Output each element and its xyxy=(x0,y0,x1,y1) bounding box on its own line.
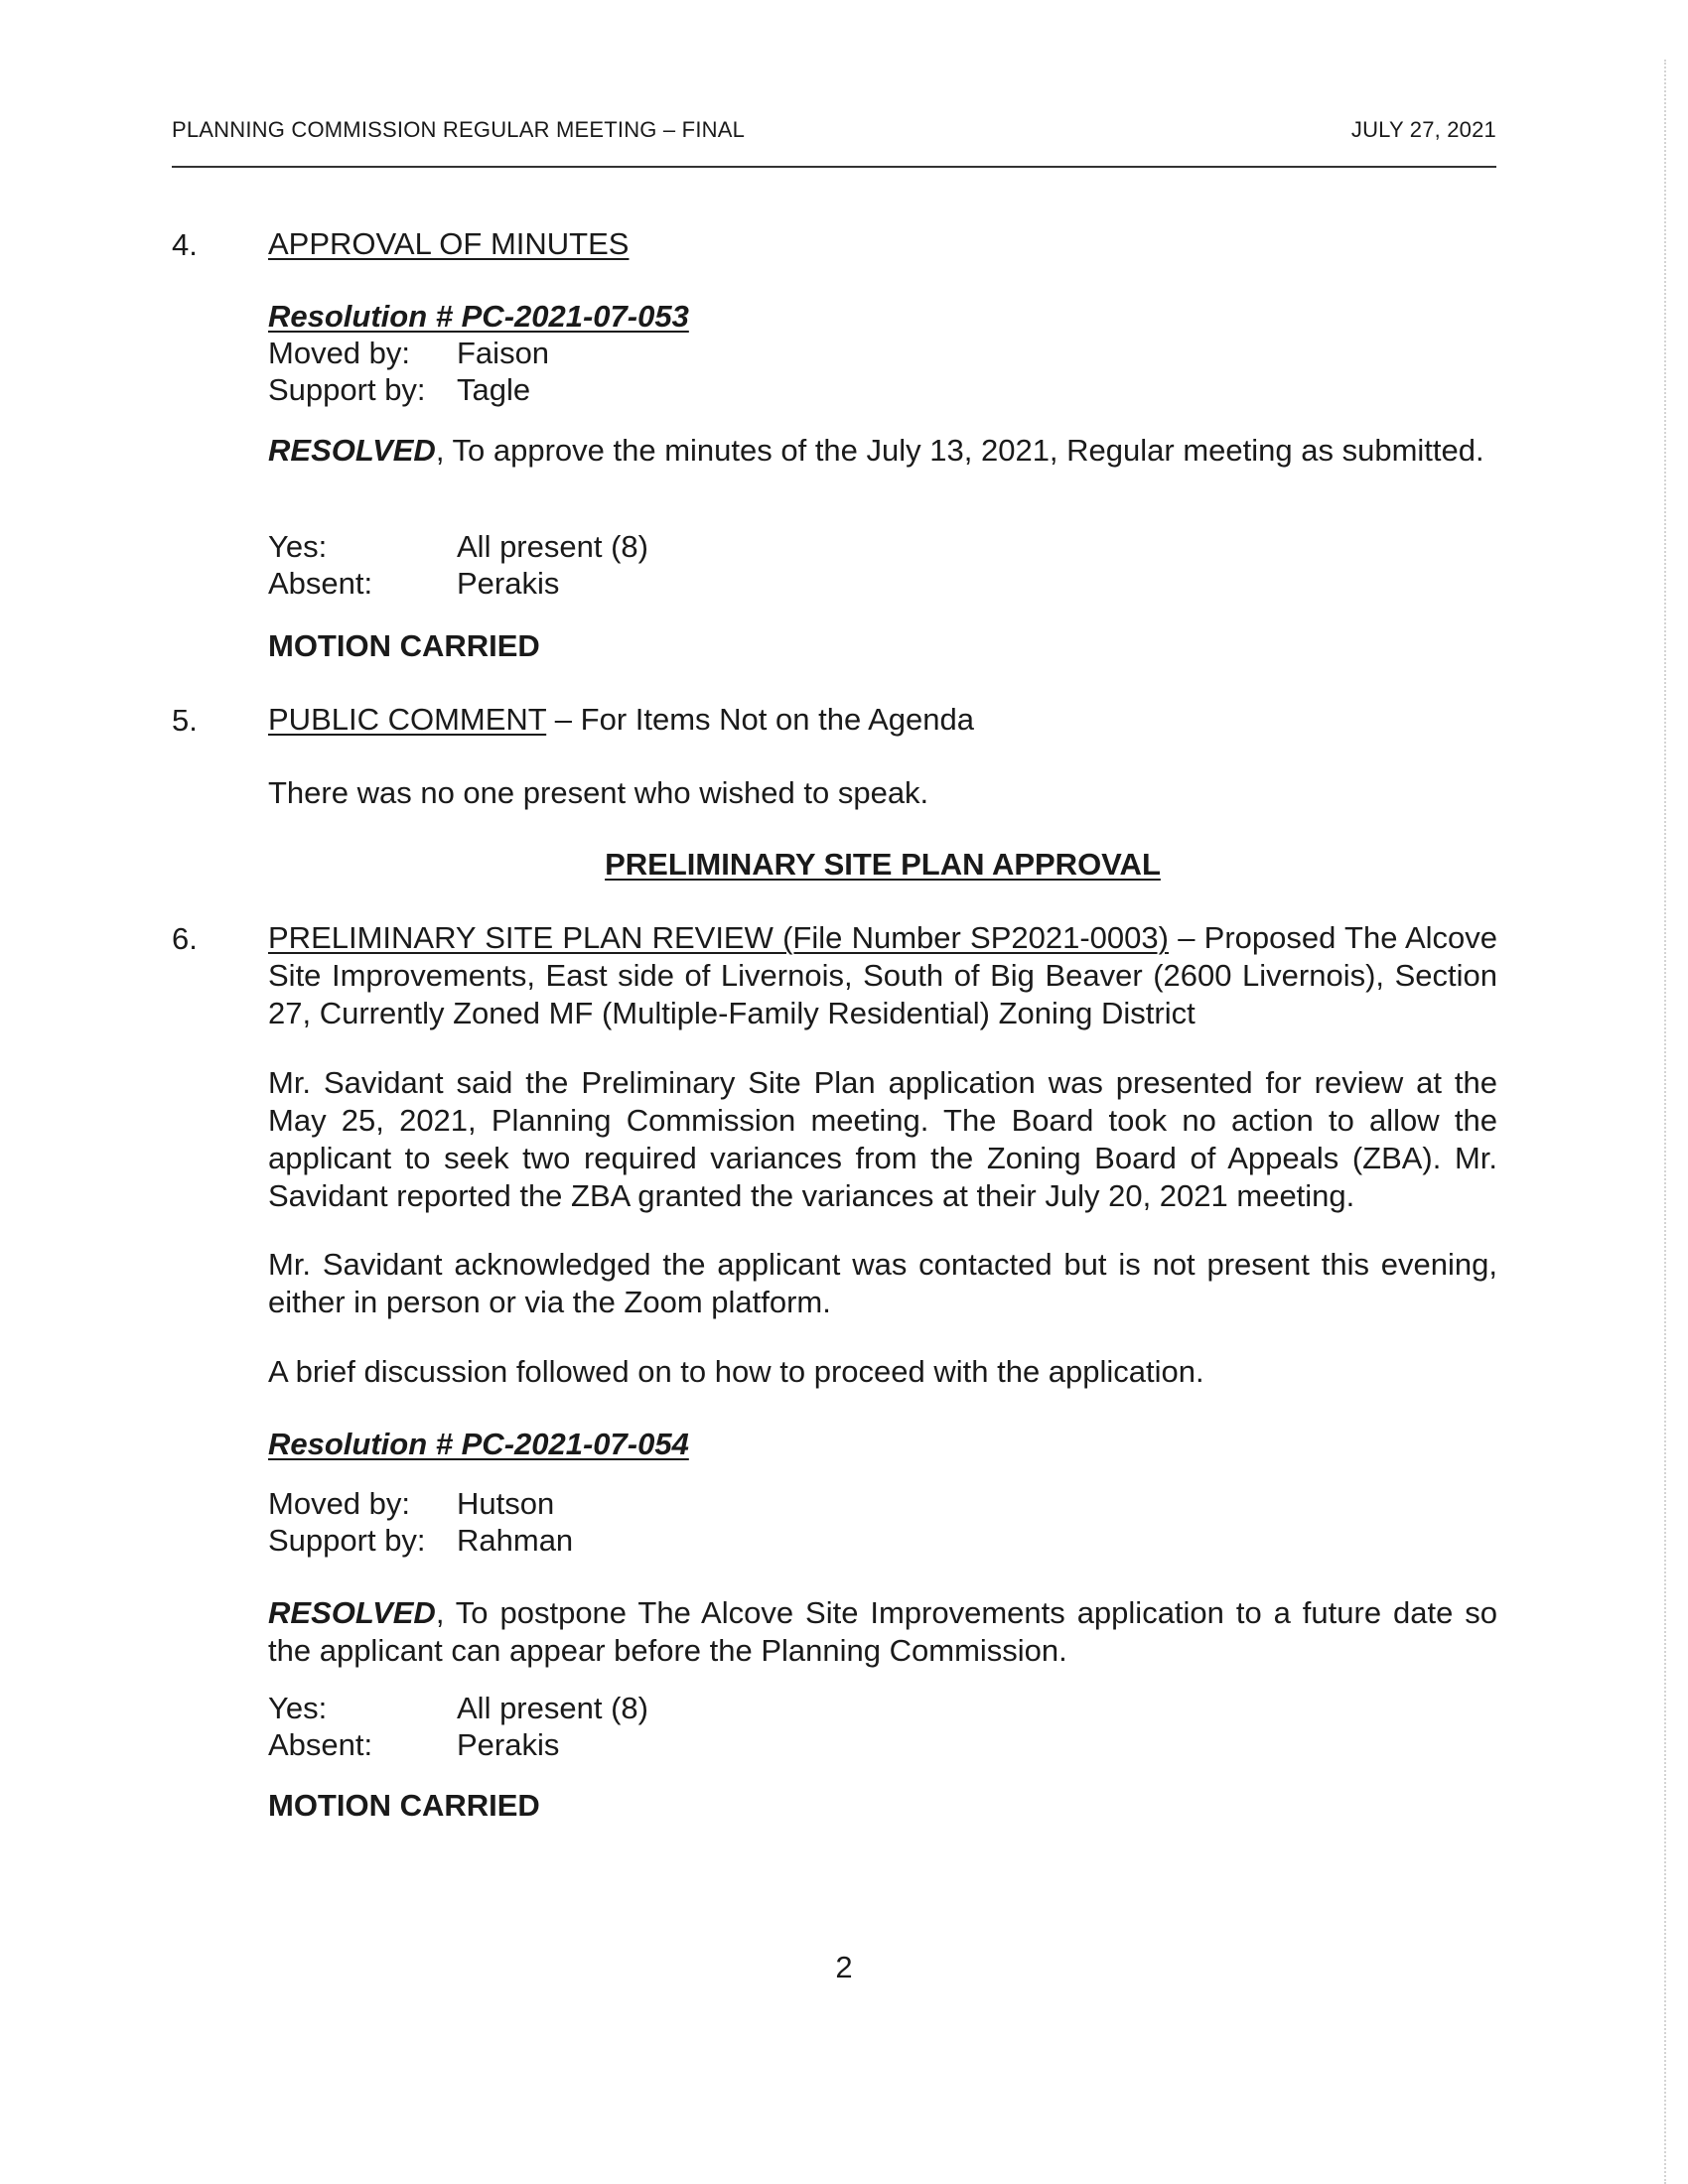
item-6-number: 6. xyxy=(172,921,198,956)
moved-by-label: Moved by: xyxy=(268,336,411,370)
item-4-outcome: MOTION CARRIED xyxy=(268,628,540,663)
yes-value: All present (8) xyxy=(457,1691,648,1725)
item-5-heading xyxy=(268,701,1497,739)
support-by-value: Tagle xyxy=(457,372,531,407)
item-4-moved-row xyxy=(268,335,1497,372)
item-4-yes-row xyxy=(268,528,1497,566)
item-6-absent-row xyxy=(268,1726,1497,1764)
item-6-outcome: MOTION CARRIED xyxy=(268,1788,540,1823)
item-6-resolution xyxy=(268,1426,1497,1463)
item-4-support-row xyxy=(268,371,1497,409)
support-by-value: Rahman xyxy=(457,1523,574,1558)
header-date: JULY 27, 2021 xyxy=(1350,117,1496,142)
item-6-resolution-number: Resolution # PC-2021-07-054 xyxy=(268,1427,689,1461)
yes-label: Yes: xyxy=(268,1691,328,1725)
section-title xyxy=(268,846,1497,884)
item-4-number: 4. xyxy=(172,227,198,262)
absent-value: Perakis xyxy=(457,566,560,601)
item-6-resolved-paragraph xyxy=(268,1594,1497,1670)
item-4-resolution xyxy=(268,298,1497,336)
item-4-heading-text: APPROVAL OF MINUTES xyxy=(268,226,630,261)
support-by-label: Support by: xyxy=(268,1523,426,1558)
item-6-moved-row xyxy=(268,1485,1497,1523)
yes-value: All present (8) xyxy=(457,529,648,564)
item-5-number: 5. xyxy=(172,703,198,738)
moved-by-value: Hutson xyxy=(457,1486,555,1521)
page-number: 2 xyxy=(835,1950,853,1984)
header-title: PLANNING COMMISSION REGULAR MEETING – FINAL xyxy=(172,117,746,142)
absent-label: Absent: xyxy=(268,566,373,601)
item-4-resolution-number: Resolution # PC-2021-07-053 xyxy=(268,299,689,334)
page-header xyxy=(172,117,1496,143)
item-6-heading-suffix: – Proposed The Alcove Site Improvements, East side of Livernois, South of Big Beaver (2600 Livernois), Section 27, Currently Zoned MF (Multiple-Family Residential) Zoning District xyxy=(268,920,1497,1030)
item-6-heading xyxy=(268,919,1497,1032)
header-divider xyxy=(172,166,1496,168)
moved-by-value: Faison xyxy=(457,336,550,370)
absent-value: Perakis xyxy=(457,1727,560,1762)
item-6-yes-row xyxy=(268,1690,1497,1727)
resolved-text: , To approve the minutes of the July 13, 2021, Regular meeting as submitted. xyxy=(435,433,1484,468)
item-6-paragraph-1: Mr. Savidant said the Preliminary Site Plan application was presented for review at the May 25, 2021, Planning Commission meeting. The Board took no action to allow the applicant to seek two required variances from the Zoning Board of Appeals (ZBA). Mr. Savidant reported the ZBA granted the variances at their July 20, 2021 meeting. xyxy=(268,1065,1497,1213)
item-5-body: There was no one present who wished to speak. xyxy=(268,775,929,810)
item-4-heading xyxy=(268,225,1497,263)
yes-label: Yes: xyxy=(268,529,328,564)
item-6-paragraph-3: A brief discussion followed on to how to proceed with the application. xyxy=(268,1354,1204,1389)
item-6-heading-text: PRELIMINARY SITE PLAN REVIEW (File Number SP2021-0003) xyxy=(268,920,1169,955)
item-5-heading-suffix: – For Items Not on the Agenda xyxy=(546,702,974,737)
item-5-heading-text: PUBLIC COMMENT xyxy=(268,702,547,737)
support-by-label: Support by: xyxy=(268,372,426,407)
section-title-text: PRELIMINARY SITE PLAN APPROVAL xyxy=(605,847,1161,882)
item-4-resolved-paragraph xyxy=(268,432,1497,470)
scan-edge-line xyxy=(1664,60,1666,2184)
item-6-paragraph-2: Mr. Savidant acknowledged the applicant was contacted but is not present this evening, either in person or via the Zoom platform. xyxy=(268,1247,1497,1319)
resolved-keyword: RESOLVED xyxy=(268,1595,436,1630)
item-4-absent-row xyxy=(268,565,1497,603)
moved-by-label: Moved by: xyxy=(268,1486,411,1521)
absent-label: Absent: xyxy=(268,1727,373,1762)
resolved-keyword: RESOLVED xyxy=(268,433,436,468)
item-6-support-row xyxy=(268,1522,1497,1560)
resolved-text: , To postpone The Alcove Site Improvements application to a future date so the applicant can appear before the Planning Commission. xyxy=(268,1595,1497,1668)
